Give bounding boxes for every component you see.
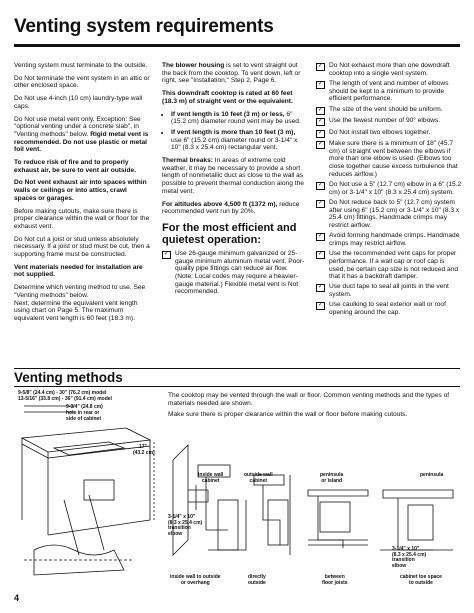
caption-directly-outside: directly outside bbox=[248, 574, 266, 586]
paragraph bbox=[162, 62, 307, 85]
dimension-label-36-model: 13-5/16" (33.8 cm) - 36" (91.4 cm) model bbox=[18, 396, 112, 402]
checklist-item bbox=[316, 129, 462, 138]
text: is set to vent straight out the back from the cooktop. To vent down, left or right, see "Installation," Step 2, Page 6. bbox=[162, 62, 301, 85]
label-transition-elbow-right: 3-1/4" x 10" (8.3 x 25.4 cm) transition elbow bbox=[392, 546, 427, 569]
caption-between-floor-joists: between floor joists bbox=[322, 574, 348, 586]
checkbox-icon: ✓ bbox=[317, 284, 324, 291]
paragraph-note: Vent materials needed for installation are not supplied. bbox=[14, 263, 143, 279]
checklist-text: Use the recommended vent caps for proper performance. If a wall cap or roof cap is used, be certain cap size is not reduced and that it has a backdraft damper. bbox=[329, 250, 459, 281]
text-bold: Rigid metal vent is recommended. Do not use plastic or metal foil vent. bbox=[14, 130, 149, 154]
checklist-text: Do Not reduce back to 5" (12.7 cm) system after using 6" (15.2 cm) or 3-1/4" x 10" (8.3 x 25.4 cm) fittings. Handmade crimps may restrict airflow. bbox=[329, 198, 460, 230]
label-outside-wall-cabinet: outside wall cabinet bbox=[244, 472, 273, 484]
caption-cabinet-toe-space: cabinet toe space to outside bbox=[400, 574, 442, 586]
title-rule bbox=[14, 44, 460, 47]
text-bold: Thermal breaks: bbox=[162, 157, 213, 165]
checklist-item bbox=[316, 117, 462, 126]
label-peninsula-or-island: peninsula or island bbox=[320, 472, 344, 484]
checklist-item bbox=[316, 301, 462, 316]
checklist-text: The length of vent and number of elbows should be kept to a minimum to provide efficient performance. bbox=[329, 79, 449, 103]
paragraph-warning: Do Not vent exhaust air into spaces within walls or ceilings or into attics, crawl spaces or garages. bbox=[14, 179, 147, 202]
checklist-item bbox=[162, 250, 307, 296]
checklist-text: Use duct tape to seal all joints in the vent system. bbox=[329, 283, 449, 299]
checklist-item bbox=[316, 232, 462, 247]
subheading: For the most efficient and quietest operation: bbox=[162, 221, 297, 246]
checklist-text: Use 26-gauge minimum galvanized or 25-gauge minimum aluminum metal vent. Poor-quality pipe fittings can reduce air flow. (Note: Local codes may require a heavier-gauge material.) Flexible metal vent is Not recommended. bbox=[175, 249, 305, 296]
paragraph: Do Not terminate the vent system in an attic or other enclosed space. bbox=[14, 74, 150, 90]
paragraph: Do Not cut a joist or stud unless absolutely necessary. If a joist or stud must be cut, then a supporting frame must be constructed. bbox=[14, 235, 150, 259]
checklist-item bbox=[316, 283, 462, 298]
text: reduce recommended vent run by 20%. bbox=[162, 200, 300, 216]
dimension-label-30-model: 9-5/8" (24.4 cm) - 30" (76.2 cm) model bbox=[18, 390, 107, 396]
checkbox-icon: ✓ bbox=[317, 106, 324, 113]
label-peninsula: peninsula bbox=[420, 472, 444, 478]
column-blower-housing bbox=[162, 62, 307, 299]
checkbox-icon: ✓ bbox=[317, 233, 324, 240]
text-bold: If vent length is 10 feet (3 m) or less, bbox=[171, 110, 285, 118]
checkbox-icon: ✓ bbox=[317, 141, 324, 148]
paragraph-warning: To reduce risk of fire and to properly exhaust air, be sure to vent air outside. bbox=[14, 159, 137, 174]
dimension-label-hole-line2: hole in rear or bbox=[66, 410, 100, 416]
dimension-label-17in: 17" bbox=[139, 444, 147, 450]
checklist-text: Use the fewest number of 90° elbows. bbox=[329, 117, 441, 125]
paragraph: The cooktop may be vented through the wall or floor. Common venting methods and the types of materials needed are shown. bbox=[168, 392, 450, 407]
checklist-text: Make sure there is a minimum of 18" (45.7 cm) of straight vent between the elbows if more than one elbow is used. (Elbows too close together cause excess turbulence that reduces airflow.) bbox=[329, 140, 458, 178]
text: Next, determine the equivalent vent length using chart on Page 5. The maximum equivalent vent length is 60 feet (18.3 m). bbox=[14, 299, 138, 322]
list-item bbox=[171, 129, 307, 152]
paragraph bbox=[162, 157, 307, 196]
paragraph: Venting system must terminate to the outside. bbox=[14, 62, 148, 69]
page-number: 4 bbox=[14, 593, 20, 603]
checklist-text: Use caulking to seal exterior wall or roof opening around the cap. bbox=[329, 301, 446, 317]
checkbox-icon: ✓ bbox=[163, 250, 170, 257]
checklist-item bbox=[316, 181, 462, 196]
paragraph: Before making cutouts, make sure there is proper clearance within the wall or floor for the exhaust vent. bbox=[14, 207, 150, 230]
list-item bbox=[171, 111, 307, 126]
checkbox-icon: ✓ bbox=[317, 129, 324, 136]
text: 6" (15.2 cm) diameter round vent may be used. bbox=[171, 110, 301, 126]
paragraph bbox=[14, 284, 150, 323]
text: Determine which venting method to use. See "Venting methods" below. bbox=[14, 284, 146, 299]
checkbox-icon: ✓ bbox=[317, 302, 324, 309]
paragraph: Make sure there is proper clearance within the wall or floor before making cutouts. bbox=[168, 411, 408, 419]
checkbox-icon: ✓ bbox=[317, 251, 324, 258]
text-bold: The blower housing bbox=[162, 62, 225, 69]
column-checklist bbox=[316, 62, 462, 319]
cooktop-cabinet-diagram bbox=[14, 400, 164, 580]
checklist-text: The size of the vent should be uniform. bbox=[329, 105, 443, 113]
checklist-text: Avoid forming handmade crimps. Handmade crimps may restrict airflow. bbox=[329, 232, 460, 247]
venting-methods-text bbox=[168, 392, 460, 423]
paragraph: Do Not use 4-inch (10 cm) laundry-type wall caps. bbox=[14, 95, 143, 110]
vent-length-list bbox=[162, 111, 307, 153]
caption-inside-wall: inside wall to outside or overhang bbox=[170, 574, 221, 586]
dimension-label-hole-line3: side of cabinet bbox=[66, 416, 102, 422]
checklist-text: Do Not exhaust more than one downdraft cooktop into a single vent system. bbox=[329, 62, 450, 77]
text-bold: For altitudes above 4,500 ft (1372 m), bbox=[162, 200, 278, 208]
checkbox-icon: ✓ bbox=[317, 199, 324, 206]
checklist-text: Do Not use a 5" (12.7 cm) elbow in a 6" (15.2 cm) or 3-1/4" x 10" (8.3 x 25.4 cm) system. bbox=[329, 181, 462, 196]
checklist-item bbox=[316, 250, 462, 281]
checklist-item bbox=[316, 140, 462, 179]
section-rule bbox=[14, 386, 460, 387]
label-inside-wall-cabinet: inside wall cabinet bbox=[198, 472, 224, 484]
text: use 6" (15.2 cm) diameter round or 3-1/4" x 10" (8.3 x 25.4 cm) rectangular vent. bbox=[171, 136, 298, 152]
checklist-item bbox=[316, 106, 462, 115]
label-transition-elbow-left: 3-1/4" x 10" (8.3 x 25.4 cm) transition elbow bbox=[168, 514, 203, 537]
page-title: Venting system requirements bbox=[14, 16, 274, 37]
section-divider bbox=[14, 368, 460, 369]
text: In areas of extreme cold weather, it may be necessary to provide a short length of nonmetallic duct as close to the wall as possible to prevent thermal conduction along the metal vent. bbox=[162, 157, 304, 195]
checkbox-icon: ✓ bbox=[317, 118, 324, 125]
checkbox-icon: ✓ bbox=[317, 80, 324, 87]
dimension-label-hole: 9-3/4" (24.8 cm) bbox=[66, 404, 103, 410]
checkbox-icon: ✓ bbox=[317, 182, 324, 189]
column-general-requirements bbox=[14, 62, 150, 323]
checklist-item bbox=[316, 62, 462, 77]
text-bold: If vent length is more than 10 feet (3 m), bbox=[171, 128, 296, 136]
checklist-item bbox=[316, 80, 462, 103]
text: Do Not use metal vent only. Exception: See "optional venting under a concrete slab", in "Venting methods" below. bbox=[14, 115, 141, 138]
checklist-item bbox=[316, 199, 462, 230]
paragraph-exception bbox=[14, 116, 150, 155]
paragraph-bold: This downdraft cooktop is rated at 60 feet (18.3 m) of straight vent or the equivalent. bbox=[162, 90, 293, 105]
checkbox-icon: ✓ bbox=[317, 63, 324, 69]
checklist-text: Do Not install two elbows together. bbox=[329, 128, 431, 136]
paragraph bbox=[162, 201, 307, 216]
dimension-label-43cm: (43.2 cm) bbox=[133, 450, 155, 456]
section-heading-venting-methods: Venting methods bbox=[14, 370, 123, 385]
